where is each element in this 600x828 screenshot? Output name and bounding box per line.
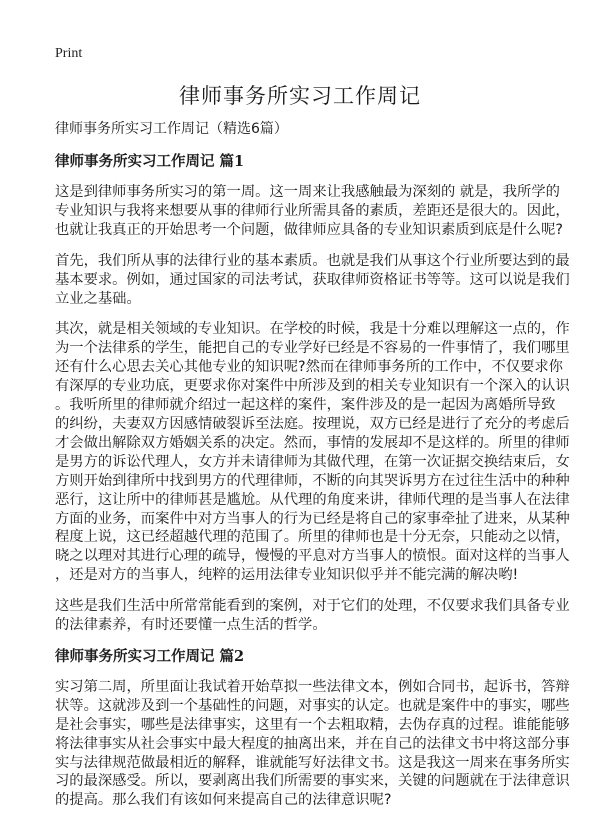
paragraph-line: 状等。这就涉及到一个基础性的问题，对事实的认定。也就是案件中的事实，哪些 (55, 697, 570, 714)
paragraph (55, 252, 570, 309)
paragraph-line: 方面的业务，而案件中对方当事人的行为已经是将自己的家事牵扯了进来，从某种 (55, 510, 570, 527)
paragraph (55, 320, 570, 585)
paragraph-line: 立业之基础。 (55, 290, 141, 307)
document-body (55, 120, 570, 822)
paragraph-line: 的纠纷，夫妻双方因感情破裂诉至法庭。按理说，双方已经是进行了充分的考虑后 (55, 415, 570, 432)
paragraph-line: 。我听所里的律师就介绍过一起这样的案件，案件涉及的是一起因为离婚所导致 (55, 397, 556, 414)
paragraph-line: 才会做出解除双方婚姻关系的决定。然而，事情的发展却不是这样的。所里的律师 (55, 434, 570, 451)
section-heading: 律师事务所实习工作周记 篇2 (55, 647, 245, 665)
paragraph-line: 专业知识与我将来想要从事的律师行业所需具备的素质，差距还是很大的。因此， (55, 202, 570, 219)
paragraph-line: 这些是我们生活中所常常能看到的案例，对于它们的处理，不仅要求我们具备专业 (55, 598, 570, 615)
paragraph-line: 晓之以理对其进行心理的疏导，慢慢的平息对方当事人的愤恨。面对这样的当事人 (55, 548, 570, 565)
paragraph-line: 基本要求。例如，通过国家的司法考试，获取律师资格证书等等。这可以说是我们 (55, 271, 570, 288)
document-subtitle: 律师事务所实习工作周记（精选6篇） (55, 121, 288, 137)
paragraph-line: 还有什么心思去关心其他专业的知识呢?然而在律师事务所的工作中，不仅要求你 (55, 359, 563, 376)
paragraph-line: ，还是对方的当事人，纯粹的运用法律专业知识似乎并不能完满的解决哟! (55, 567, 519, 584)
paragraph-line: 为一个法律系的学生，能把自己的专业学好已经是不容易的一件事情了，我们哪里 (55, 340, 570, 357)
paragraph-line: 有深厚的专业功底，更要求你对案件中所涉及到的相关专业知识有一个深入的认识 (55, 378, 570, 395)
section-heading: 律师事务所实习工作周记 篇1 (55, 153, 245, 170)
paragraph-line: 也就让我真正的开始思考一个问题，做律师应具备的专业知识素质到底是什么呢? (55, 221, 563, 238)
paragraph-line: 的提高。那么我们有该如何来提高自己的法律意识呢? (55, 792, 392, 809)
paragraph-line: 程度上说，这已经超越代理的范围了。所里的律师也是十分无奈，只能动之以情， (55, 529, 570, 546)
paragraph-line: 其次，就是相关领域的专业知识。在学校的时候，我是十分难以理解这一点的，作 (55, 321, 570, 338)
paragraph (55, 183, 570, 240)
paragraph-line: 将法律事实从社会事实中最大程度的抽离出来，并在自己的法律文书中将这部分事 (55, 735, 570, 752)
paragraph-line: 是男方的诉讼代理人，女方并未请律师为其做代理，在第一次证据交换结束后，女 (55, 453, 570, 470)
paragraph (55, 597, 570, 635)
document-title: 律师事务所实习工作周记 (179, 84, 421, 108)
paragraph-line: 是社会事实，哪些是法律事实，这里有一个去粗取精，去伪存真的过程。谁能能够 (55, 716, 570, 733)
paragraph (55, 678, 570, 810)
print-link[interactable]: Print (55, 46, 83, 61)
paragraph-line: 方则开始到律所中找到男方的代理律师，不断的向其哭诉男方在过往生活中的种种 (55, 472, 570, 489)
paragraph-line: 习的最深感受。所以，要剥离出我们所需要的事实来，关键的问题就在于法律意识 (55, 773, 570, 790)
paragraph-line: 恶行，这让所中的律师甚是尴尬。从代理的角度来讲，律师代理的是当事人在法律 (55, 491, 570, 508)
paragraph-line: 首先，我们所从事的法律行业的基本素质。也就是我们从事这个行业所要达到的最 (55, 252, 570, 269)
paragraph-line: 的法律素养，有时还要懂一点生活的哲学。 (55, 617, 327, 634)
paragraph-line: 这是到律师事务所实习的第一周。这一周来让我感触最为深刻的 就是，我所学的 (55, 184, 560, 200)
paragraph-line: 实与法律规范做最相近的解释，谁就能写好法律文书。这是我这一周来在事务所实 (55, 754, 570, 771)
paragraph-line: 实习第二周，所里面让我试着开始草拟一些法律文本，例如合同书，起诉书，答辩 (55, 678, 570, 695)
